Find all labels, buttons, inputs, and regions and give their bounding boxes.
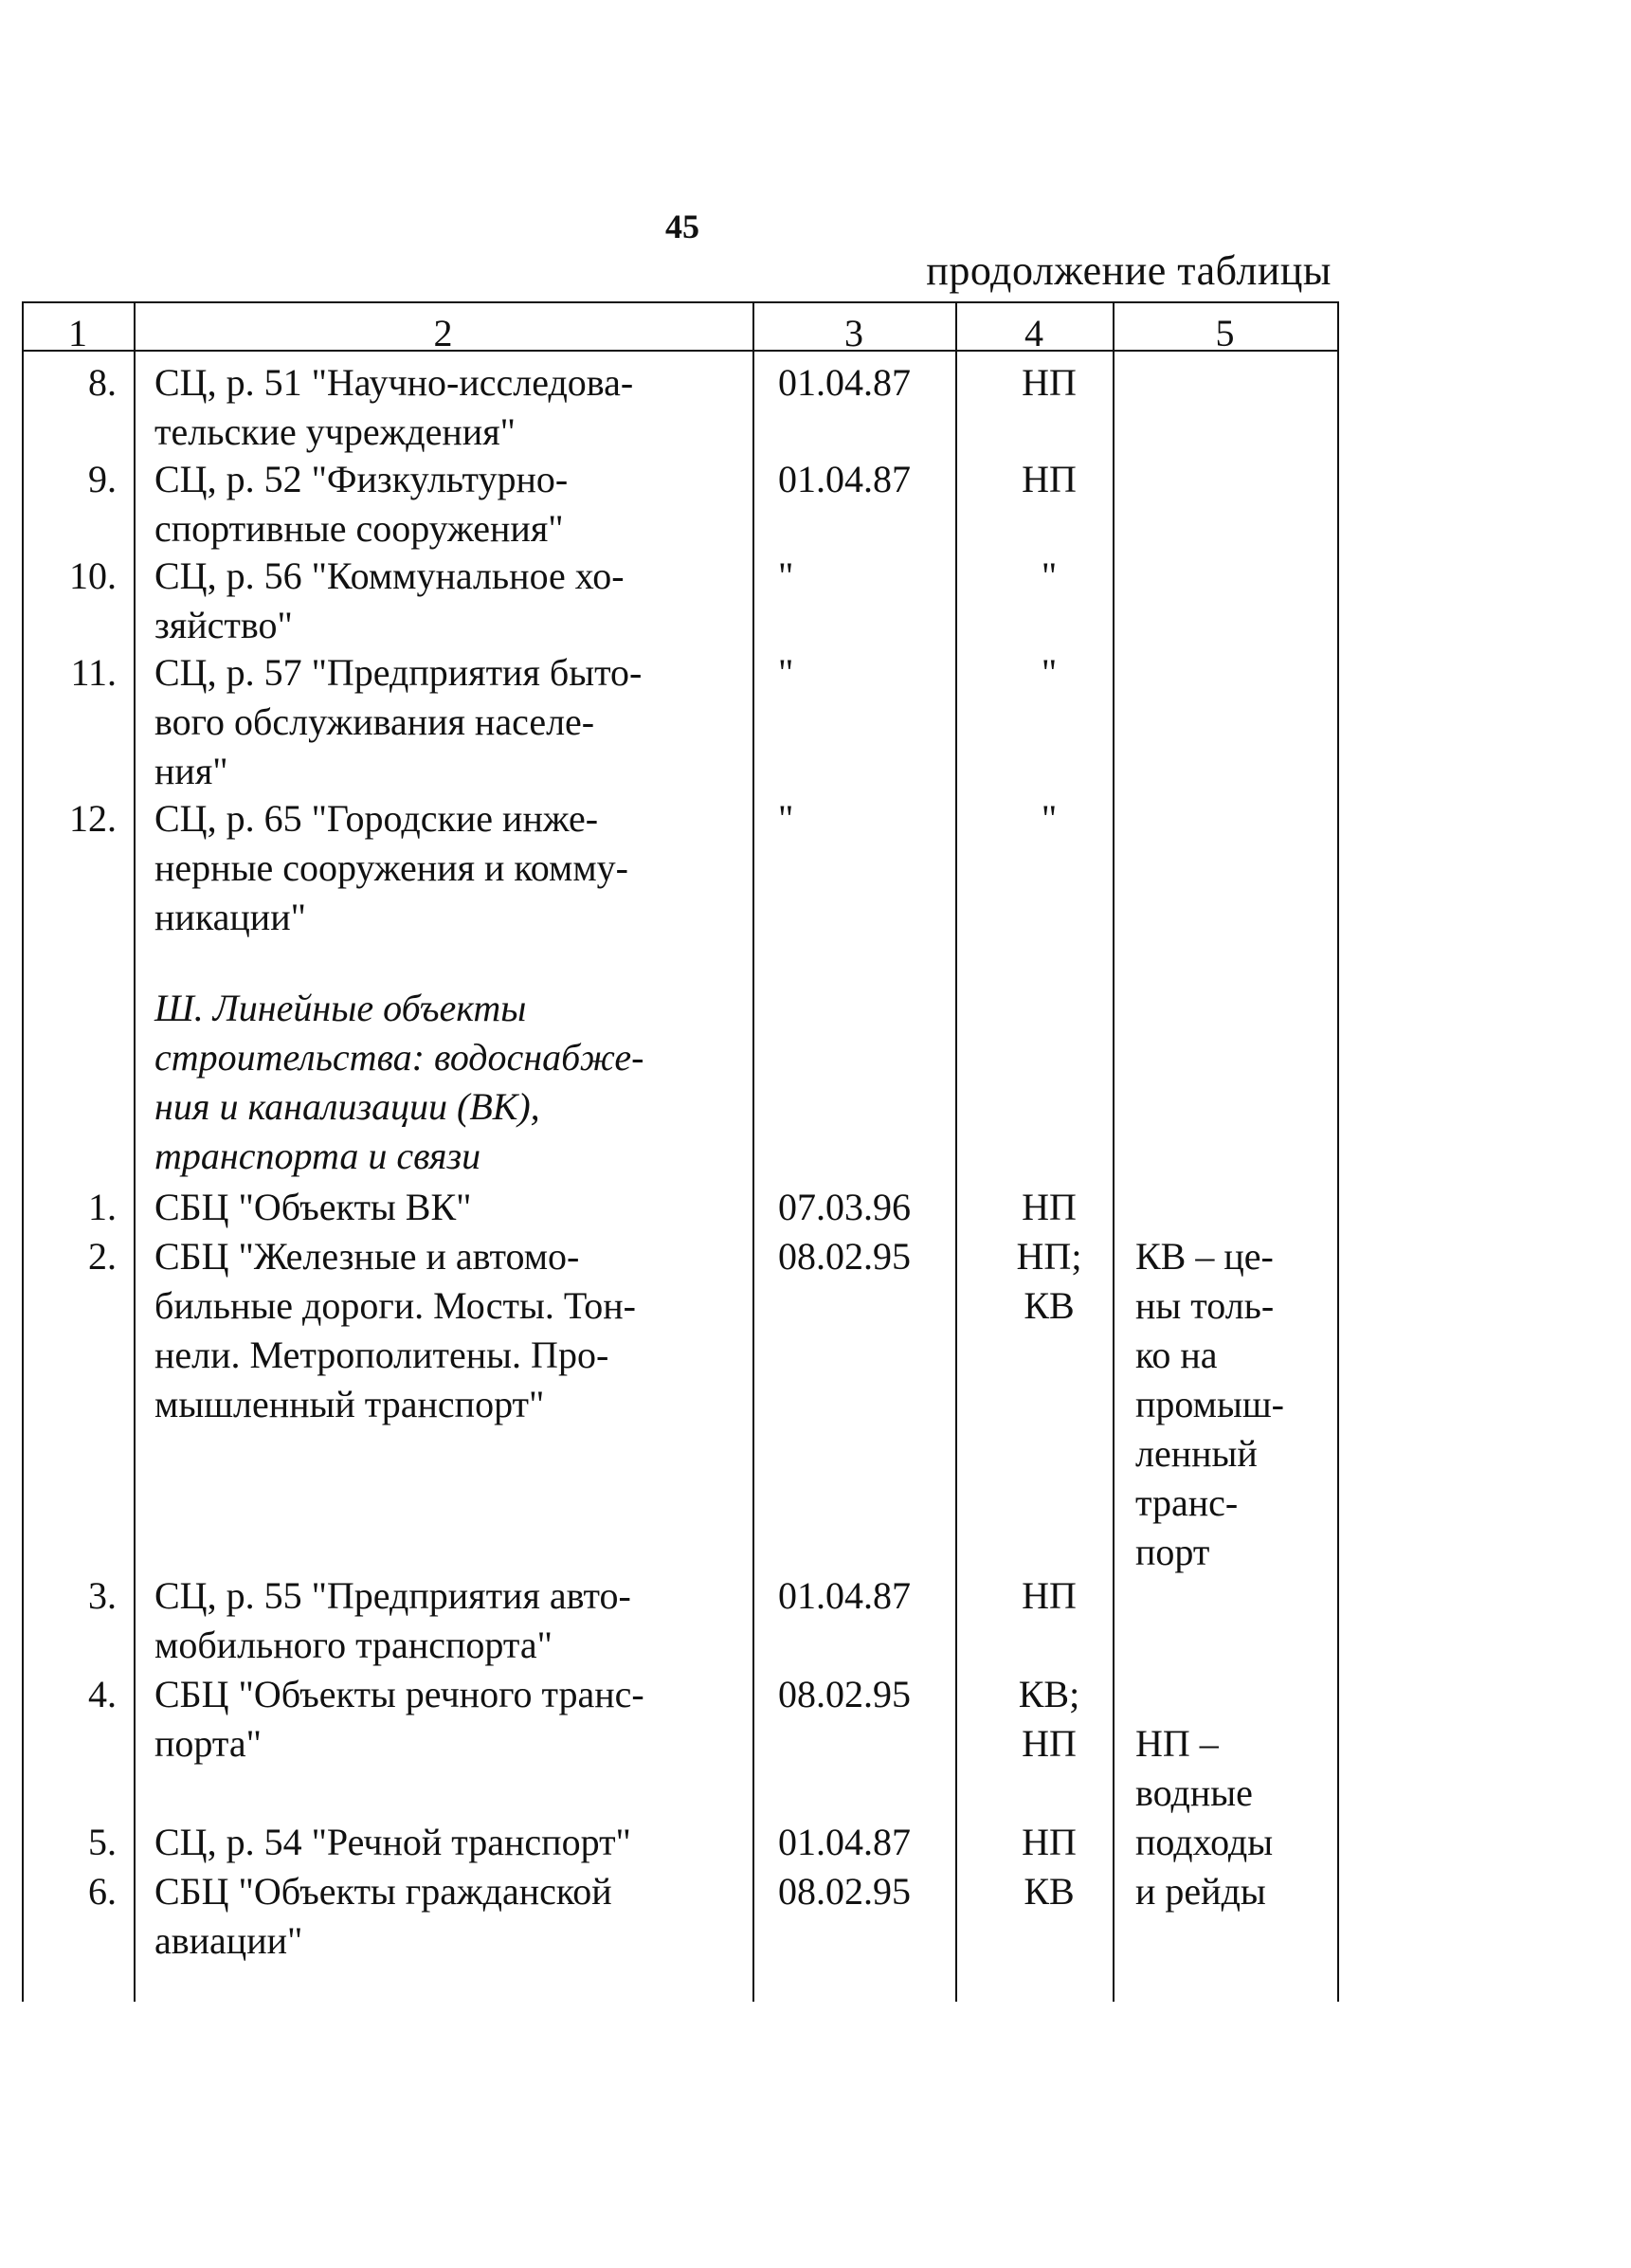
- row-date: ": [778, 797, 794, 840]
- row-note-line: КВ – це-: [1135, 1235, 1274, 1278]
- row-note-line: порт: [1135, 1531, 1210, 1573]
- row-name-line: мышленный транспорт": [154, 1383, 545, 1425]
- row-code: [973, 1183, 1125, 1232]
- row-number: 4.: [88, 1673, 117, 1715]
- row-code-line: НП: [1022, 1722, 1077, 1765]
- row-name: [154, 1818, 631, 1867]
- row-name: [154, 794, 628, 942]
- row-number: 9.: [88, 458, 117, 500]
- row-code: [973, 648, 1125, 698]
- river-note-line: и рейды: [1135, 1870, 1266, 1913]
- row-code: [973, 552, 1125, 601]
- section-heading-line: строительства: водоснабже-: [154, 1036, 644, 1079]
- row-code-line: НП;: [1016, 1235, 1082, 1278]
- section-heading-line: Ш. Линейные объекты: [154, 987, 527, 1029]
- col-header-3: 3: [844, 312, 863, 354]
- river-note-line: подходы: [1135, 1821, 1274, 1863]
- row-name-line: вого обслуживания населе-: [154, 700, 595, 743]
- row-date: 01.04.87: [778, 458, 911, 500]
- section-heading-line: ния и канализации (ВК),: [154, 1085, 540, 1128]
- row-code-line: КВ: [1024, 1870, 1075, 1913]
- river-note-line: НП –: [1135, 1722, 1219, 1765]
- row-name-line: СЦ, р. 54 "Речной транспорт": [154, 1821, 631, 1863]
- row-code-line: ": [1041, 651, 1058, 694]
- row-code: [973, 1818, 1125, 1867]
- row-name-line: порта": [154, 1722, 262, 1765]
- row-name: [154, 648, 642, 796]
- row-name-line: мобильного транспорта": [154, 1624, 553, 1666]
- col-header-2: 2: [433, 312, 453, 354]
- row-note-line: транс-: [1135, 1481, 1239, 1524]
- row-note-line: ны толь-: [1135, 1284, 1275, 1327]
- row-code: [973, 1232, 1125, 1331]
- row-code-line: НП: [1022, 1821, 1077, 1863]
- section-heading: [154, 984, 643, 1181]
- col-border-5: [1337, 301, 1339, 2002]
- row-code-line: НП: [1022, 361, 1077, 404]
- col-header-5: 5: [1215, 312, 1235, 354]
- row-name-line: СЦ, р. 52 "Физкультурно-: [154, 458, 569, 500]
- row-code-line: НП: [1022, 458, 1077, 500]
- row-number: 3.: [88, 1574, 117, 1617]
- row-name-line: СЦ, р. 51 "Научно-исследова-: [154, 361, 634, 404]
- row-name-line: авиации": [154, 1919, 303, 1962]
- row-date: 01.04.87: [778, 1821, 911, 1863]
- row-name: [154, 1183, 472, 1232]
- section-heading-line: транспорта и связи: [154, 1134, 481, 1177]
- row-name: [154, 1571, 631, 1670]
- row-name-line: нерные сооружения и комму-: [154, 846, 628, 889]
- row-number: 11.: [70, 651, 117, 694]
- row-name-line: СЦ, р. 56 "Коммунальное хо-: [154, 554, 625, 597]
- row-name-line: нели. Метрополитены. Про-: [154, 1334, 609, 1376]
- row-code: [973, 1867, 1125, 1916]
- row-name-line: СБЦ "Железные и автомо-: [154, 1235, 580, 1278]
- row-name-line: зяйство": [154, 604, 293, 646]
- page-number: 45: [665, 208, 699, 245]
- row-code-line: НП: [1022, 1186, 1077, 1228]
- row-name-line: спортивные сооружения": [154, 507, 564, 550]
- col-border-3: [955, 301, 957, 2002]
- row-date: 08.02.95: [778, 1870, 911, 1913]
- row-name-line: ния": [154, 750, 228, 792]
- row-code: [973, 794, 1125, 844]
- row-number: 12.: [69, 797, 117, 840]
- col-border-2: [752, 301, 754, 2002]
- row-number: 2.: [88, 1235, 117, 1278]
- row-code: [973, 1571, 1125, 1621]
- col-header-4: 4: [1024, 312, 1043, 354]
- table-top-border: [22, 301, 1339, 303]
- row-date: 08.02.95: [778, 1235, 911, 1278]
- row-name: [154, 455, 568, 553]
- river-note-line: водные: [1135, 1771, 1253, 1814]
- row-name-line: СБЦ "Объекты ВК": [154, 1186, 472, 1228]
- row-name-line: бильные дороги. Мосты. Тон-: [154, 1284, 636, 1327]
- row-code-line: ": [1041, 797, 1058, 840]
- row-name-line: СЦ, р. 55 "Предприятия авто-: [154, 1574, 631, 1617]
- row-name-line: СБЦ "Объекты гражданской: [154, 1870, 612, 1913]
- row-date: 07.03.96: [778, 1186, 911, 1228]
- row-date: 08.02.95: [778, 1673, 911, 1715]
- row-name-line: никации": [154, 896, 306, 938]
- river-note: [1135, 1719, 1273, 1916]
- row-name: [154, 1232, 636, 1429]
- row-code: [973, 1670, 1125, 1769]
- col-border-1: [134, 301, 136, 2002]
- row-number: 10.: [69, 554, 117, 597]
- row-note-line: промыш-: [1135, 1383, 1284, 1425]
- row-code-line: КВ;: [1018, 1673, 1080, 1715]
- row-number: 6.: [88, 1870, 117, 1913]
- row-name-line: тельские учреждения": [154, 410, 516, 453]
- row-number: 8.: [88, 361, 117, 404]
- row-name-line: СБЦ "Объекты речного транс-: [154, 1673, 644, 1715]
- row-note: [1135, 1232, 1284, 1577]
- row-name-line: СЦ, р. 57 "Предприятия быто-: [154, 651, 643, 694]
- row-date: ": [778, 554, 794, 597]
- row-name-line: СЦ, р. 65 "Городские инже-: [154, 797, 599, 840]
- price-table: [22, 301, 1339, 2002]
- row-name: [154, 1867, 612, 1966]
- row-note-line: ленный: [1135, 1432, 1258, 1475]
- row-date: 01.04.87: [778, 361, 911, 404]
- row-number: 5.: [88, 1821, 117, 1863]
- row-code: [973, 358, 1125, 408]
- row-name: [154, 358, 633, 457]
- col-header-1: 1: [68, 312, 87, 354]
- row-code-line: КВ: [1024, 1284, 1075, 1327]
- row-name: [154, 1670, 644, 1769]
- row-code-line: НП: [1022, 1574, 1077, 1617]
- row-note-line: ко на: [1135, 1334, 1218, 1376]
- row-code: [973, 455, 1125, 504]
- table-caption: продолжение таблицы: [926, 247, 1332, 294]
- row-date: 01.04.87: [778, 1574, 911, 1617]
- row-number: 1.: [88, 1186, 117, 1228]
- row-code-line: ": [1041, 554, 1058, 597]
- row-date: ": [778, 651, 794, 694]
- row-name: [154, 552, 625, 650]
